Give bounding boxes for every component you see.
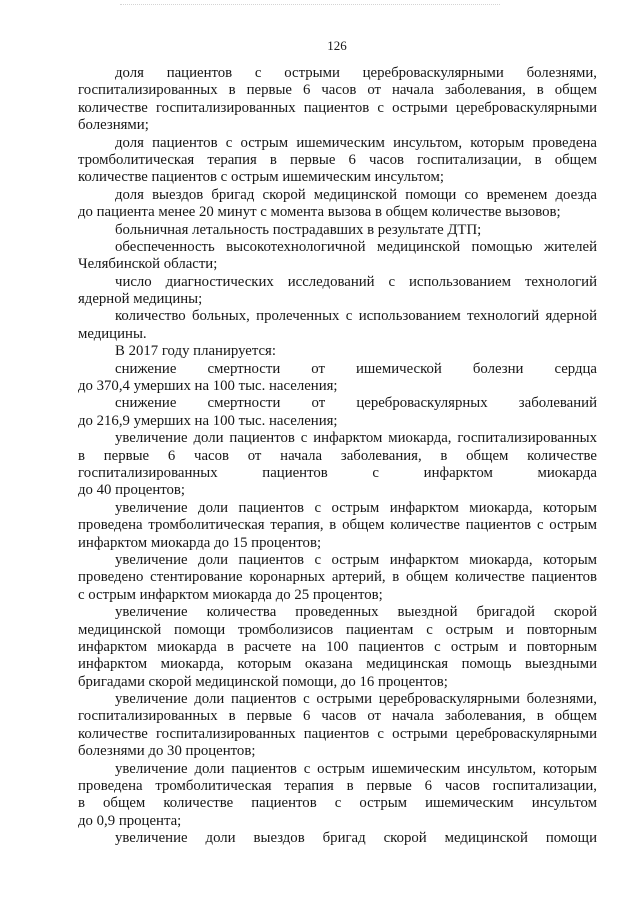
text-line: проведена тромболитическая терапия, в общем количестве пациентов с острым — [78, 517, 597, 534]
text-line: до 0,9 процента; — [78, 812, 182, 829]
text-line: до пациента менее 20 минут с момента вызова в общем количестве вызовов; — [78, 204, 561, 221]
text-line: до 40 процентов; — [78, 482, 186, 499]
paragraph — [78, 395, 597, 430]
text-line: количестве госпитализированных пациентов с острыми цереброваскулярными — [78, 725, 597, 742]
paragraph — [78, 604, 597, 691]
paragraph — [78, 830, 597, 847]
text-line: количество больных, пролеченных с использованием технологий ядерной — [115, 308, 597, 325]
text-line: медицины. — [78, 325, 147, 342]
text-line: снижение смертности от ишемической болезни сердца — [115, 360, 597, 377]
paragraph — [78, 308, 597, 343]
paragraph — [78, 343, 597, 360]
text-line: увеличение доли выездов бригад скорой медицинской помощи — [115, 830, 597, 847]
text-line: медицинской помощи тромболизисов пациентам с острым и повторным — [78, 621, 597, 638]
text-line: в первые 6 часов от начала заболевания, в общем количестве — [78, 447, 597, 464]
text-line: с острым инфарктом миокарда до 25 процентов; — [78, 586, 383, 603]
text-line: инфарктом миокарда, которым оказана медицинская помощь выездными — [78, 656, 597, 673]
text-line: увеличение количества проведенных выездной бригадой скорой — [115, 604, 597, 621]
text-line: Челябинской области; — [78, 256, 218, 273]
text-line: госпитализированных пациентов с инфарктом миокарда — [78, 464, 597, 481]
text-line: инфарктом миокарда до 15 процентов; — [78, 534, 322, 551]
paragraph — [78, 135, 597, 187]
text-line: госпитализированных в первые 6 часов от начала заболевания, в общем — [78, 82, 597, 99]
text-line: болезнями до 30 процентов; — [78, 743, 256, 760]
paragraph — [78, 361, 597, 396]
paragraph — [78, 239, 597, 274]
text-line: увеличение доли пациентов с инфарктом миокарда, госпитализированных — [115, 430, 597, 447]
paragraph — [78, 691, 597, 761]
text-line: больничная летальность пострадавших в результате ДТП; — [115, 221, 482, 238]
text-line: тромболитическая терапия в первые 6 часов госпитализации, в общем — [78, 151, 597, 168]
text-line: снижение смертности от цереброваскулярных заболеваний — [115, 395, 597, 412]
text-line: доля пациентов с острым ишемическим инсультом, которым проведена — [115, 134, 597, 151]
paragraph — [78, 274, 597, 309]
document-body — [78, 65, 597, 848]
paragraph — [78, 65, 597, 135]
paragraph — [78, 430, 597, 500]
text-line: инфарктом миокарда в расчете на 100 пациентов с острым и повторным — [78, 638, 597, 655]
text-line: доля пациентов с острыми цереброваскулярными болезнями, — [115, 65, 597, 81]
text-line: количестве пациентов с острым ишемическим инсультом; — [78, 169, 445, 186]
text-line: ядерной медицины; — [78, 291, 203, 308]
text-line: В 2017 году планируется: — [115, 343, 276, 360]
paragraph — [78, 222, 597, 239]
page-number: 126 — [327, 38, 347, 53]
text-line: увеличение доли пациентов с острыми цереброваскулярными болезнями, — [115, 691, 597, 708]
paragraph — [78, 500, 597, 552]
paragraph — [78, 552, 597, 604]
text-line: проведено стентирование коронарных артерий, в общем количестве пациентов — [78, 569, 597, 586]
text-line: увеличение доли пациентов с острым инфарктом миокарда, которым — [115, 551, 597, 568]
text-line: до 216,9 умерших на 100 тыс. населения; — [78, 412, 338, 429]
paragraph — [78, 187, 597, 222]
text-line: в общем количестве пациентов с острым ишемическим инсультом — [78, 795, 597, 812]
text-line: проведена тромболитическая терапия в первые 6 часов госпитализации, — [78, 778, 597, 795]
text-line: число диагностических исследований с использованием технологий — [115, 273, 597, 290]
text-line: госпитализированных в первые 6 часов от начала заболевания, в общем — [78, 708, 597, 725]
text-line: бригадами скорой медицинской помощи, до 16 процентов; — [78, 673, 448, 690]
text-line: увеличение доли пациентов с острым ишемическим инсультом, которым — [115, 760, 597, 777]
scan-artifact — [120, 4, 500, 5]
text-line: до 370,4 умерших на 100 тыс. населения; — [78, 378, 338, 395]
text-line: увеличение доли пациентов с острым инфарктом миокарда, которым — [115, 499, 597, 516]
text-line: доля выездов бригад скорой медицинской помощи со временем доезда — [115, 186, 597, 203]
text-line: количестве госпитализированных пациентов с острыми цереброваскулярными — [78, 99, 597, 116]
paragraph — [78, 761, 597, 831]
text-line: болезнями; — [78, 117, 149, 134]
text-line: обеспеченность высокотехнологичной медицинской помощью жителей — [115, 238, 597, 255]
